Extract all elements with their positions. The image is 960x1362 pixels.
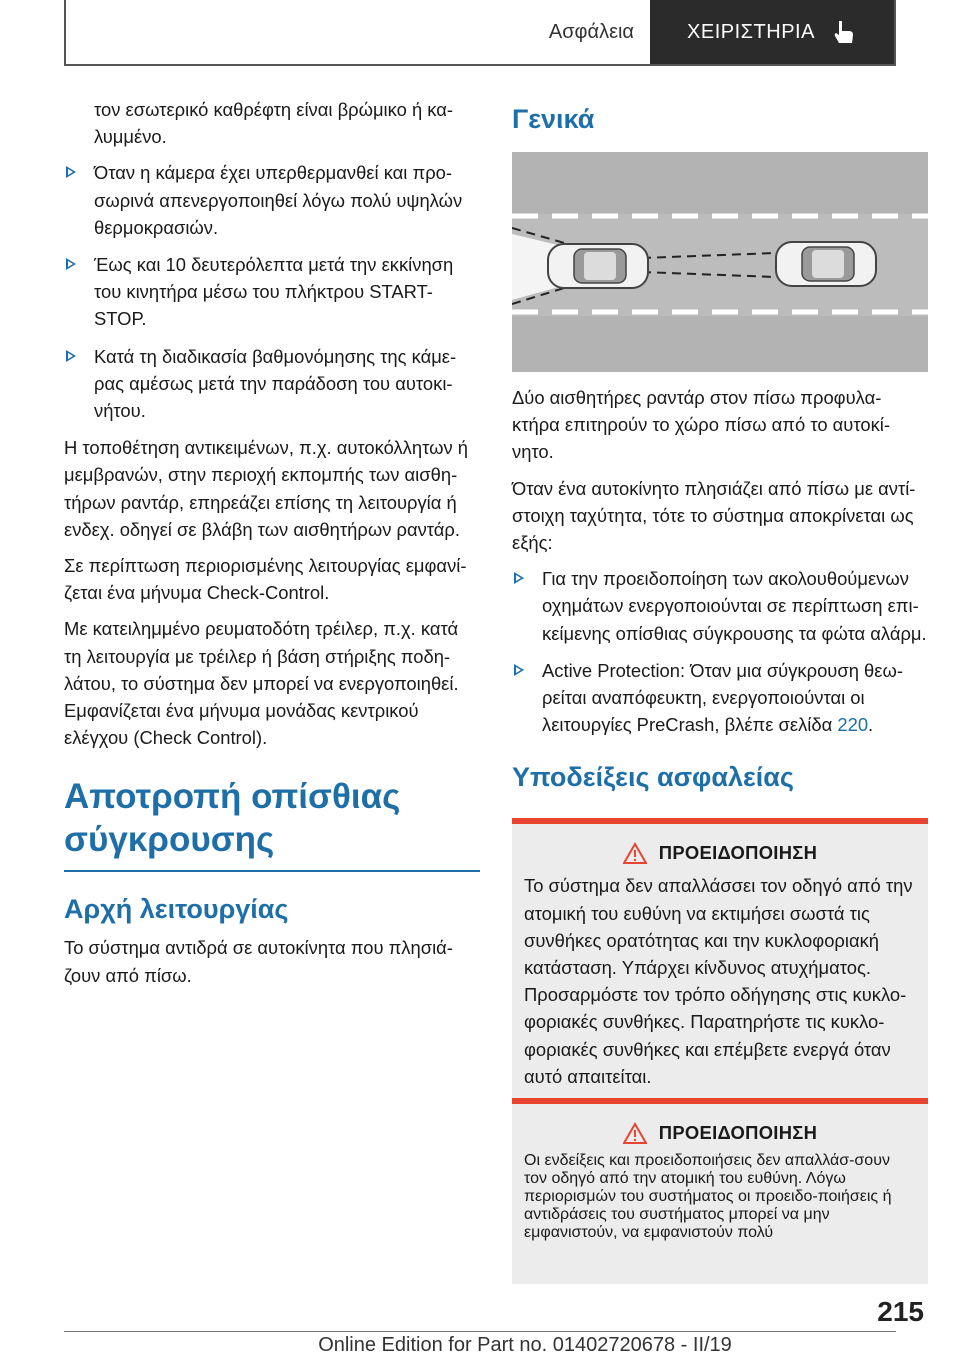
warning-title: [524, 842, 916, 864]
list-item: [64, 343, 480, 425]
list-item: [512, 565, 928, 647]
warning-box: [512, 818, 928, 1108]
list-item-text: Έως και 10 δευτερόλεπτα μετά την εκκίνηση του κινητήρα μέσω του πλήκτρου START-STOP.: [94, 254, 454, 330]
list-item-text: Για την προειδοποίηση των ακολουθούμενων οχημάτων ενεργοποιούνται σε περίπτωση επι-κείμενης οπίσθιας σύγκρουσης τα φώτα αλάρμ.: [542, 568, 927, 644]
paragraph: Δύο αισθητήρες ραντάρ στον πίσω προφυλα-κτήρα επιτηρούν το χώρο πίσω από το αυτοκί-νητο.: [512, 387, 890, 463]
warning-title-text: ΠΡΟΕΙΔΟΠΟΙΗΣΗ: [658, 842, 818, 864]
paragraph: Η τοποθέτηση αντικειμένων, π.χ. αυτοκόλλητων ή μεμβρανών, στην περιοχή εκπομπής των αισθη-τήρων ραντάρ, επηρεάζει επίσης τη λειτουργία ή ενδεχ. οδηγεί σε βλάβη των αισθητήρων ραντάρ.: [64, 437, 469, 540]
warning-title: [524, 1122, 916, 1144]
radar-illustration: [512, 152, 928, 372]
subsection-heading: Γενικά: [512, 104, 595, 134]
paragraph: Σε περίπτωση περιορισμένης λειτουργίας εμφανί-ζεται ένα μήνυμα Check-Control.: [64, 555, 467, 604]
paragraph: Όταν ένα αυτοκίνητο πλησιάζει από πίσω με αντί-στοιχη ταχύτητα, τότε το σύστημα αποκρίνεται ως εξής:: [512, 477, 916, 554]
paragraph: Με κατειλημμένο ρευματοδότη τρέιλερ, π.χ. κατά τη λειτουργία με τρέιλερ ή βάση στήριξης ποδη-λάτου, το σύστημα δεν μπορεί να ενεργοποιηθεί. Εμφανίζεται ένα μήνυμα μονάδας κεντρικού ελέγχου (Check Control).: [64, 618, 459, 749]
warning-triangle-icon: [623, 842, 647, 864]
list-item: [512, 657, 928, 739]
bullet-triangle-icon: [514, 572, 524, 584]
warning-text: Το σύστημα δεν απαλλάσσει τον οδηγό από την ατομική του ευθύνη να εκτιμήσει σωστά τις συνθήκες ορατότητας και την κυκλοφοριακή κατάσταση. Υπάρχει κίνδυνος ατυχήματος. Προσαρμόστε τον τρόπο οδήγησης στις κυκλο-φοριακές συνθήκες. Παρατηρήστε τις κυκλο-φοριακές συνθήκες και επέμβετε ενεργά όταν αυτό απαιτείται.: [524, 875, 913, 1087]
paragraph-continuation: τον εσωτερικό καθρέφτη είναι βρώμικο ή κα-λυμμένο.: [94, 99, 454, 148]
header-section-title: Ασφάλεια: [548, 20, 634, 43]
list-item-text: Όταν η κάμερα έχει υπερθερμανθεί και προ-σωρινά απενεργοποιηθεί λόγω πολύ υψηλών θερμοκρασιών.: [94, 162, 463, 238]
list-item: [64, 251, 480, 333]
warning-box: [512, 1098, 928, 1284]
bullet-triangle-icon: [66, 166, 76, 178]
warning-triangle-icon: [623, 1122, 647, 1144]
subsection-heading: Αρχή λειτουργίας: [64, 894, 289, 925]
page-number: 215: [877, 1296, 924, 1327]
bullet-triangle-icon: [66, 350, 76, 362]
warning-text: Οι ενδείξεις και προειδοποιήσεις δεν απαλλάσ-σουν τον οδηγό από την ατομική του ευθύνη. Λόγω περιορισμών του συστήματος οι προειδο-ποιήσεις ή αντιδράσεις του συστήματος μπορεί να μην εμφανιστούν, να εμφανιστούν πολύ: [524, 1152, 892, 1241]
paragraph: Το σύστημα αντιδρά σε αυτοκίνητα που πλησιά-ζουν από πίσω.: [64, 937, 453, 986]
header-tab-label: ΧΕΙΡΙΣΤΗΡΙΑ: [687, 20, 815, 43]
right-column: [512, 96, 928, 1108]
section-heading: Αποτροπή οπίσθιας σύγκρουσης: [64, 777, 401, 860]
pointing-hand-icon: [829, 18, 857, 46]
list-item: [64, 159, 480, 241]
warning-title-text: ΠΡΟΕΙΔΟΠΟΙΗΣΗ: [658, 1122, 818, 1143]
bullet-triangle-icon: [514, 664, 524, 676]
heading-rule: [64, 870, 480, 872]
footer-rule: [64, 1331, 864, 1332]
subsection-heading: Υποδείξεις ασφαλείας: [512, 762, 794, 793]
list-item-text: Κατά τη διαδικασία βαθμονόμησης της κάμε-ρας αμέσως μετά την παράδοση του αυτοκι-νήτου.: [94, 345, 457, 422]
footer-rule: [864, 1331, 896, 1332]
footer-edition: Online Edition for Part no. 01402720678 - II/19: [318, 1334, 732, 1356]
left-column: [64, 96, 480, 998]
list-item-text: Active Protection: Όταν μια σύγκρουση θεω-ρείται αναπόφευκτη, ενεργοποιούνται οι λειτουργίες PreCrash, βλέπε σελίδα: [542, 659, 903, 736]
list-item-end: .: [868, 714, 874, 736]
header-tab-controls[interactable]: [650, 0, 894, 64]
page-link[interactable]: 220: [837, 714, 869, 736]
bullet-triangle-icon: [66, 258, 76, 270]
